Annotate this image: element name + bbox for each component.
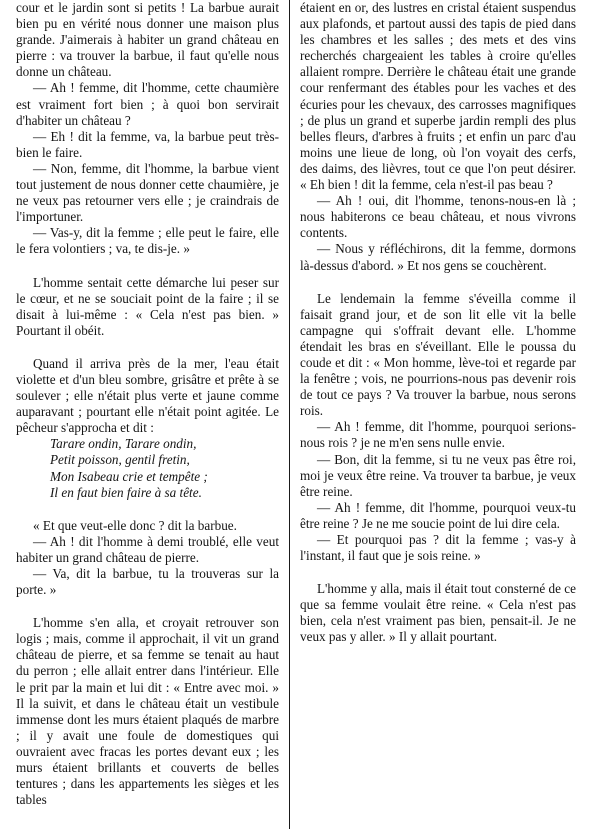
column-divider bbox=[289, 0, 290, 829]
paragraph: — Et pourquoi pas ? dit la femme ; vas-y à l'instant, il faut que je sois reine. » bbox=[300, 532, 576, 564]
verse bbox=[50, 436, 279, 500]
paragraph: Le lendemain la femme s'éveilla comme il faisait grand jour, et de son lit elle vit la belle campagne qui s'offrait devant elle. L'homme étendait les bras en s'éveillant. Elle le poussa du coude et dit : « Mon homme, lève-toi et regarde par la fenêtre ; vois, ne pourrions-nous pas devenir rois de tout ce pays ? Va trouver la barbue, nous serons rois. bbox=[300, 290, 576, 419]
paragraph: L'homme sentait cette démarche lui peser sur le cœur, et ne se souciait point de la faire ; il se disait à lui-même : « Cela n'est pas bien. » Pourtant il obéit. bbox=[16, 274, 279, 338]
paragraph: — Non, femme, dit l'homme, la barbue vient tout justement de nous donner cette chaumière, je ne veux pas retourner vers elle ; je craindrais de l'importuner. bbox=[16, 160, 279, 225]
paragraph: L'homme y alla, mais il était tout consterné de ce que sa femme voulait être reine. « Cela n'est pas bien, cela n'est vraiment pas bien, pensait-il. Je ne veux pas y aller. » Il y allait pourtant. bbox=[300, 581, 576, 645]
verse-line: Mon Isabeau crie et tempête ; bbox=[50, 468, 208, 484]
paragraph: — Bon, dit la femme, si tu ne veux pas être roi, moi je veux être reine. Va trouver ta barbue, je veux être reine. bbox=[300, 451, 576, 499]
right-column bbox=[300, 0, 576, 646]
paragraph: — Ah ! femme, dit l'homme, pourquoi veux-tu être reine ? Je ne me soucie point de lui dire cela. bbox=[300, 499, 576, 531]
paragraph: « Et que veut-elle donc ? dit la barbue. bbox=[33, 517, 237, 533]
paragraph: — Eh ! dit la femme, va, la barbue peut très-bien le faire. bbox=[16, 128, 279, 160]
paragraph: Quand il arriva près de la mer, l'eau était violette et d'un bleu sombre, grisâtre et prête à se soulever ; elle n'était plus verte et jaune comme auparavant ; pourtant elle n'était point agitée. Le pêcheur s'approcha et dit : bbox=[16, 355, 279, 436]
paragraph: — Ah ! dit l'homme à demi troublé, elle veut habiter un grand château de pierre. bbox=[16, 533, 279, 565]
verse-line: Il en faut bien faire à sa tête. bbox=[50, 484, 202, 500]
paragraph: — Nous y réfléchirons, dit la femme, dormons là-dessus d'abord. » Et nos gens se couchèrent. bbox=[300, 241, 576, 273]
paragraph: — Vas-y, dit la femme ; elle peut le faire, elle le fera volontiers ; va, te dis-je. » bbox=[16, 225, 279, 257]
paragraph: cour et le jardin sont si petits ! La barbue aurait bien pu en vérité nous donner une maison plus grande. J'aimerais à habiter un grand château en pierre : va trouver la barbue, il faut qu'elle nous donne un château. bbox=[16, 0, 279, 80]
verse-line: Petit poisson, gentil fretin, bbox=[50, 452, 190, 468]
left-column bbox=[16, 0, 279, 808]
paragraph: — Va, dit la barbue, tu la trouveras sur la porte. » bbox=[16, 566, 279, 598]
paragraph: — Ah ! femme, dit l'homme, pourquoi serions-nous rois ? je ne m'en sens nulle envie. bbox=[300, 419, 576, 451]
verse-line: Tarare ondin, Tarare ondin, bbox=[50, 436, 197, 452]
paragraph: — Ah ! femme, dit l'homme, cette chaumière est vraiment fort bien ; à quoi bon servirait d'habiter un château ? bbox=[16, 80, 279, 128]
paragraph: étaient en or, des lustres en cristal étaient suspendus aux plafonds, et partout aussi des tapis de pied dans les chambres et les salles ; des mets et des vins recherchés chargeaient les tables à croire qu'elles allaient rompre. Derrière le château était une grande cour renfermant des étables pour les vaches et des écuries pour les chevaux, des carrosses magnifiques ; de plus un grand et superbe jardin rempli des plus belles fleurs, d'arbres à fruits ; et enfin un parc d'au moins une lieue de long, où l'on voyait des cerfs, des daims, des lièvres, tout ce que l'on peut désirer. « Eh bien ! dit la femme, cela n'est-il pas beau ? bbox=[300, 0, 576, 193]
paragraph: — Ah ! oui, dit l'homme, tenons-nous-en là ; nous habiterons ce beau château, et nous vivrons contents. bbox=[300, 193, 576, 241]
paragraph: L'homme s'en alla, et croyait retrouver son logis ; mais, comme il approchait, il vit un grand château de pierre, et sa femme se tenait au haut du perron ; elle allait entrer dans l'intérieur. Elle le prit par la main et lui dit : « Entre avec moi. » Il la suivit, et dans le château était un vestibule immense dont les murs étaient plaqués de marbre ; il y avait une foule de domestiques qui ouvraient avec fracas les portes devant eux ; les murs étaient brillants et couverts de belles tentures ; dans les appartements les sièges et les tables bbox=[16, 615, 279, 808]
